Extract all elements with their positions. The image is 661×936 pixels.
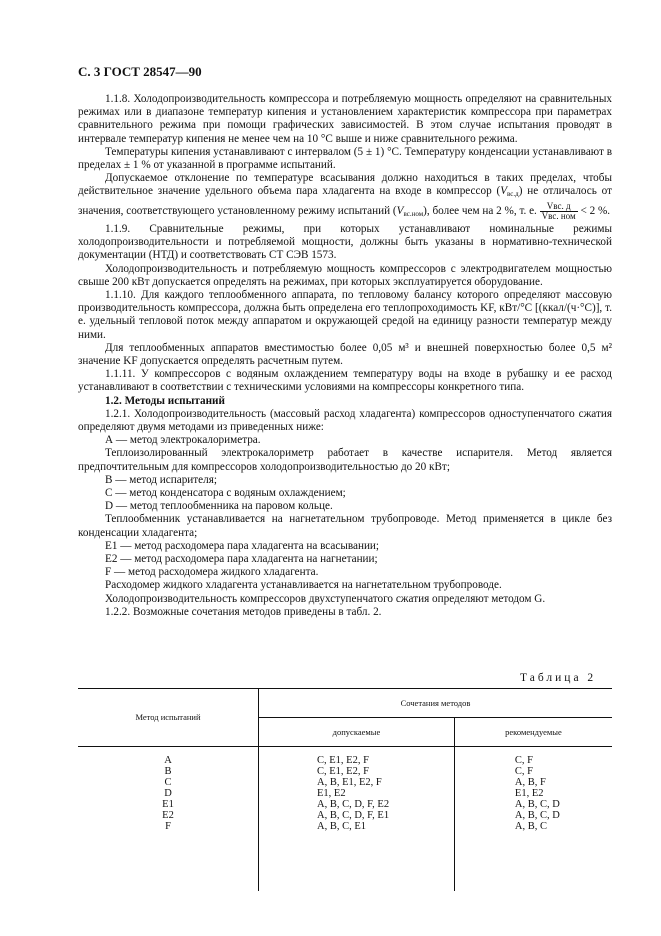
paragraph: Холодопроизводительность и потребляемую мощность компрессоров с электродвигателем мощностью свыше 200 кВт допускается определять на режимах, при которых эксплуатируется оборудование. [78,262,612,288]
paragraph: Холодопроизводительность компрессоров двухступенчатого сжатия определяют методом G. [105,592,546,605]
cell-method: С [78,777,259,788]
variable-v: V [500,185,508,198]
cell-recommended: А, В, С, D [514,810,560,821]
header-allowed: допускаемые [259,718,455,747]
paragraph: Расходомер жидкого хладагента устанавливается на нагнетательном трубопроводе. [105,579,502,592]
cell-allowed: А, В, С, D, F, Е1 [259,810,455,821]
paragraph: А — метод электрокалориметра. [105,434,261,447]
subscript: вс.ном [403,209,424,218]
cell-recommended: А, В, С [514,821,547,832]
cell-recommended: А, В, F [514,777,546,788]
methods-table [78,688,612,891]
cell-method: F [78,821,259,891]
paragraph: Температуры кипения устанавливают с интервалом (5 ± 1) °С. Температуру конденсации устанавливают в пределах ± 1 % от указанной в программе испытаний. [78,145,612,172]
paragraph: D — метод теплообменника на паровом кольце. [105,500,333,513]
page-header: С. 3 ГОСТ 28547—90 [78,64,202,79]
paragraph: F — метод расходомера жидкого хладагента. [105,566,319,579]
table-row [78,747,612,767]
paragraph: Для теплообменных аппаратов вместимостью более 0,05 м³ и внешней поверхностью более 0,5 м² значение KF допускается определять расчетным путем. [78,341,612,367]
cell-allowed: С, Е1, Е2, F [259,766,455,777]
cell-recommended: С, F [514,755,533,766]
cell-recommended: А, В, С, D [514,799,560,810]
cell-method: D [78,788,259,799]
cell-recommended: С, F [514,766,533,777]
section-title: 1.2. Методы испытаний [105,394,225,407]
paragraph: 1.2.2. Возможные сочетания методов приведены в табл. 2. [105,605,382,618]
document-body [78,93,612,619]
fraction-denominator: Vвс. ном [541,210,576,221]
paragraph-text: ) не отличалось от значения, соответствующего установленному режиму испытаний ( [78,185,612,217]
paragraph: Е1 — метод расходомера пара хладагента на всасывании; [105,539,380,552]
cell-allowed: А, В, Е1, Е2, F [259,777,455,788]
table-caption: Таблица 2 [520,672,597,684]
cell-method: А [78,747,259,767]
table-row [78,799,612,810]
paragraph-text: Допускаемое отклонение по температуре всасывания должно находиться в таких пределах, чтобы действительное значение удельного объема пара хладагента на входе в компрессор ( [78,172,612,198]
header-combinations: Сочетания методов [259,689,613,718]
paragraph: 1.2.1. Холодопроизводительность (массовый расход хладагента) компрессоров одноступенчатого сжатия определяют двумя методами из приведенных ниже: [78,407,612,433]
table-row [78,821,612,891]
paragraph: 1.1.8. Холодопроизводительность компрессора и потребляемую мощность определяют на сравнительных режимах или в диапазоне температур кипения и установлением характеристик компрессора при параметрах сравнительного режима при помощи графических зависимостей. В этом случае испытания проводят в интервале температур кипения не менее чем на 10 °С выше и ниже сравнительного режима. [78,93,612,145]
table-row [78,788,612,799]
variable-v: V [396,204,404,217]
paragraph: В — метод испарителя; [105,473,217,486]
cell-method: Е2 [78,810,259,821]
table-row [78,766,612,777]
header-recommended: рекомендуемые [454,718,612,747]
paragraph: Теплоизолированный электрокалориметр работает в качестве испарителя. Метод является предпочтительным для компрессоров холодопроизводительностью до 20 кВт; [78,447,612,473]
cell-allowed: А, В, С, D, F, Е2 [259,799,455,810]
paragraph-text: ), более чем на 2 %, т. е. [423,204,537,217]
paragraph: Теплообменник устанавливается на нагнетательном трубопроводе. Метод применяется в цикле без конденсации хладагента; [78,513,612,539]
table-row [78,777,612,788]
cell-allowed: А, В, С, Е1 [259,821,455,891]
paragraph: 1.1.11. У компрессоров с водяным охлаждением температуру воды на входе в рубашку и ее расход устанавливают в соответствии с техническими условиями на компрессоры конкретного типа. [78,368,612,394]
paragraph: С — метод конденсатора с водяным охлаждением; [105,486,346,499]
cell-recommended: Е1, Е2 [514,788,544,799]
cell-method: В [78,766,259,777]
cell-allowed: Е1, Е2 [259,788,455,799]
subscript: вс.д [507,190,519,199]
cell-method: Е1 [78,799,259,810]
paragraph: 1.1.10. Для каждого теплообменного аппарата, по тепловому балансу которого определяют массовую производительность компрессора, должна быть определена его теплопроходимость KF, кВт/°С [(ккал/(ч·°С)], т. е. удельный тепловой поток между аппаратом и окружающей средой на единицу разности температур между ними. [78,288,612,341]
fraction-numerator: Vвс. д [540,202,578,212]
paragraph: 1.1.9. Сравнительные режимы, при которых устанавливают номинальные режимы холодопроизводительности и потребляемой мощности, должны быть указаны в нормативно-технической документации (НТД) и соответствовать СТ СЭВ 1573. [78,222,612,262]
table-row [78,810,612,821]
header-method: Метод испытаний [78,689,259,747]
paragraph-tolerance [78,172,612,221]
paragraph-text: < 2 %. [580,204,611,217]
fraction [540,202,578,221]
paragraph: Е2 — метод расходомера пара хладагента на нагнетании; [105,552,378,565]
cell-allowed: С, Е1, Е2, F [259,747,455,767]
